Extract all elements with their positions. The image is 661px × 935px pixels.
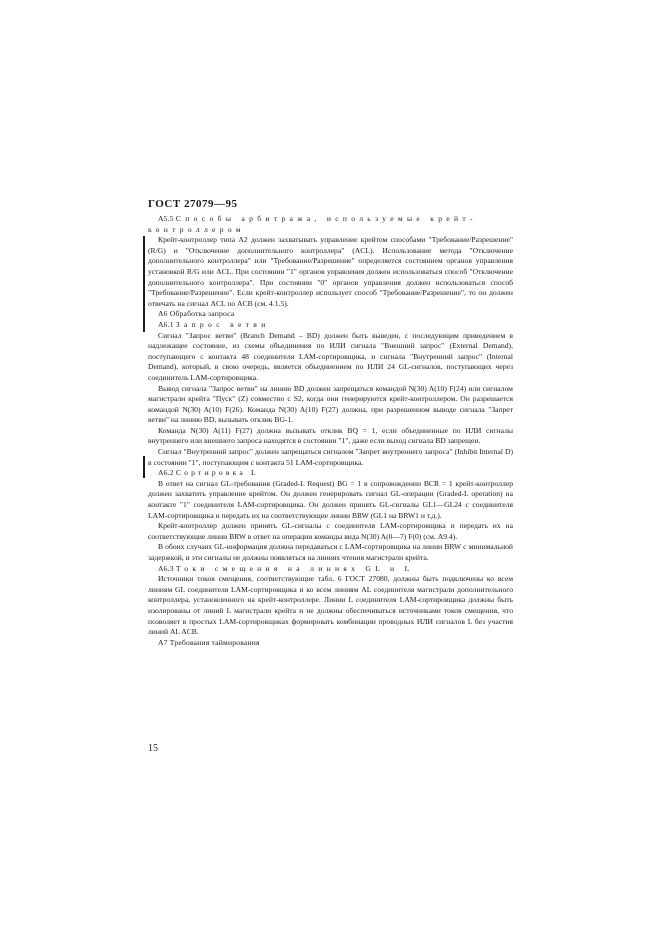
revision-bar <box>143 456 145 478</box>
paragraph: Команда N(30) A(11) F(27) должна вызывать отклик BQ = 1, если объединенные по ИЛИ сигналы внутреннего или внешнего запроса находятся в состоянии "1", даже если выход сигнала BD запрещен. <box>148 425 513 446</box>
section-heading-a6-3: А6.3 Токи смещения на линиях GL и L <box>158 563 414 573</box>
revision-bar <box>143 236 145 332</box>
paragraph: Источники токов смещения, соответствующие табл. 6 ГОСТ 27080, должны быть подключены ко всем линиям GL соединителя LAM-сортировщика и ко всем линиям AL соединителя магистрали дополнительного контроллера, установленного на крейт-контроллере. Линии L соединителя LAM-сортировщика должны быть изолированы от линий L магистрали крейта и не должны обеспечиваться источниками токов смещения, что позволяет в простых LAM-сортировщиках формировать комбинации проводных ИЛИ сигналов L без участия линий AL ACB. <box>148 574 513 637</box>
paragraph: Крейт-контроллер типа А2 должен захватывать управление крейтом способами "Требование/Разрешение" (R/G) и "Отключение дополнительного контроллера" (ACL). Использование метода "Отключение дополнительного контроллера" или "Требование/Разрешение" определяется состоянием органов управления установкой R/G или ACL. При состоянии "1" органов управления должен использоваться способ "Отключение дополнительного контроллера". При состоянии "0" органов управления должен использоваться способ "Требование/Разрешение". Если крейт-контроллер использует способ "Требование/Разрешение", то он должен отвечать на сигнал ACL по ACB (см. 4.1.5). <box>148 235 513 308</box>
paragraph: В ответ на сигнал GL-требования (Graded-L Request) BG = 1 в сопровождении BCR = 1 крейт-контроллер должен захватить управление крейтом. Он должен генерировать сигнал GL-операции (Graded-L operation) на контакте "1" соединителя LAM-сортировщика. Он должен принять GL-сигналы GL1—GL24 с соединителя LAM-сортировщика и передать их на соответствующие линии BRW (GL1 на BRW1 и т.д.). <box>148 478 513 520</box>
paragraph: Сигнал "Внутренний запрос" должен запрещаться сигналом "Запрет внутреннего запроса" (Inhibit Internal D) в состоянии "1", поступающим с контакта 51 LAM-сортировщика. <box>148 447 513 467</box>
page-number: 15 <box>148 743 158 754</box>
section-heading-a6: А6 Обработка запроса <box>158 309 235 319</box>
section-heading-a6-2: А6.2 Сортировка L <box>158 468 259 478</box>
paragraph: Крейт-контроллер должен принять GL-сигналы с соединителя LAM-сортировщика и передать их на соответствующие линии BRW в ответ на операции команды вида N(30) A(0—7) F(0) (см. А9.4). <box>148 521 513 541</box>
section-heading-a6-1: А6.1 Запрос ветви <box>158 319 270 329</box>
paragraph: Сигнал "Запрос ветви" (Branch Demand – BD) должен быть выведен, с последующим приведением в надлежащее состояние, из схемы объединения по ИЛИ сигнала "Внешний запрос" (External Demand), поступающего с контакта 48 соединителя LAM-сортировщика, и сигнала "Внутренний запрос" (Internal Demand), который, в свою очередь, является объединением по ИЛИ 24 GL-сигналов, поступающих через соединитель LAM-сортировщика. <box>148 330 513 382</box>
section-heading-a7: А7 Требования таймирования <box>158 637 260 647</box>
document-header: ГОСТ 27079—95 <box>148 198 238 210</box>
section-heading-a5-5: А5.5 Способы арбитража, используемые крейт-контроллером <box>148 214 477 234</box>
paragraph: В обоих случаях GL-информация должна передаваться с LAM-сортировщика на линии BRW с минимальной задержкой, и эти сигналы не должны появляться на линиях чтения магистрали крейта. <box>148 542 513 562</box>
paragraph: Вывод сигнала "Запрос ветви" на линию BD должен запрещаться командой N(30) A(10) F(24) или сигналом магистрали крейта "Пуск" (Z) совместно с S2, когда они генерируются крейт-контроллером. Он разрешается командой N(30) A(10) F(26). Команда N(30) A(10) F(27) должна, при разрешенном выводе сигнала "Запрет ветви" на линию BD, вызывать отклик BG-1. <box>148 383 513 425</box>
document-body <box>148 214 513 648</box>
